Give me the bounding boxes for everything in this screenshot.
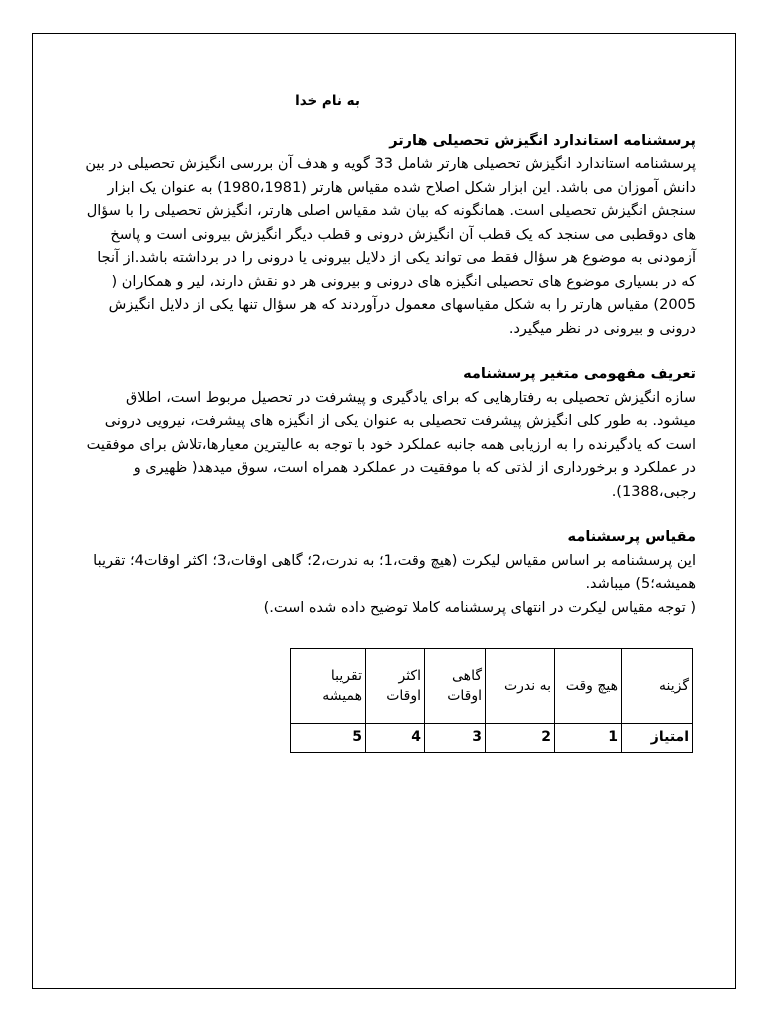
section-paragraph: سازه انگیزش تحصیلی به رفتارهایی که برای یادگیری و پیشرفت در تحصیل مربوط است، اطلاق میشود. به طور کلی انگیزش پیشرفت تحصیلی به عنوان یکی از انگیزه های پیشرفت، نیرویی درونی است که یادگیرنده را به ارزیابی همه جانبه عملکرد خود با توجه به عالیترین معیارها،تلاش برای موفقیت در عملکرد و برخورداری از لذتی که با موفقیت در عملکرد همراه است، سوق میدهد( ظهیری و رجبی،1388).	[86, 389, 696, 500]
likert-scale-table	[290, 648, 693, 753]
table-cell: 5	[291, 724, 366, 753]
section-scale	[79, 526, 696, 620]
table-header-cell: اکثر اوقات	[366, 649, 425, 724]
scale-note: ( توجه مقیاس لیکرت در انتهای پرسشنامه کاملا توضیح داده شده است.)	[263, 599, 696, 616]
table-header-row	[291, 649, 693, 724]
section-paragraph: پرسشنامه استاندارد انگیزش تحصیلی هارتر شامل 33 گویه و هدف آن بررسی انگیزش تحصیلی در بین دانش آموزان می باشد. این ابزار شکل اصلاح شده مقیاس هارتر (1980،1981) به عنوان یک ابزار سنجش انگیزش تحصیلی است. همانگونه که بیان شد مقیاس اصلی هارتر، انگیزش تحصیلی را با سؤال های دوقطبی می سنجد که یک قطب آن انگیزش درونی و قطب دیگر انگیزش بیرونی است و پاسخ آزمودنی به موضوع هر سؤال فقط می تواند یکی از دلایل بیرونی یا درونی را در برداشته باشد.از آنجا که در بسیاری موضوع های تحصیلی انگیزه های درونی و بیرونی هر دو نقش دارند، لیر و همکاران ( 2005) مقیاس هارتر را به شکل مقیاسهای معمول درآوردند که هر سؤال تنها یکی از دلایل انگیزش درونی و بیرونی در نظر میگیرد.	[85, 156, 696, 337]
table-cell: 4	[366, 724, 425, 753]
section-paragraph: این پرسشنامه بر اساس مقیاس لیکرت (هیچ وقت،1؛ به ندرت،2؛ گاهی اوقات،3؛ اکثر اوقات4؛ تقریبا همیشه؛5) میباشد.	[93, 552, 696, 592]
table-header-cell: گزینه	[622, 649, 693, 724]
table-cell: 3	[425, 724, 486, 753]
section-title: پرسشنامه استاندارد انگیزش تحصیلی هارتر	[389, 132, 696, 149]
section-conceptual-definition	[79, 363, 696, 504]
document-body	[79, 90, 696, 753]
table-header-cell: هیچ وقت	[555, 649, 622, 724]
table-cell: 1	[555, 724, 622, 753]
table-cell: امتیاز	[622, 724, 693, 753]
table-header-cell: تقریبا همیشه	[291, 649, 366, 724]
table-header-cell: گاهی اوقات	[425, 649, 486, 724]
section-title: تعریف مفهومی متغیر پرسشنامه	[463, 366, 696, 382]
section-title: مقیاس پرسشنامه	[567, 529, 696, 545]
table-cell: 2	[486, 724, 555, 753]
document-heading: به نام خدا	[295, 93, 360, 109]
table-header-cell: به ندرت	[486, 649, 555, 724]
section-standard-questionnaire	[79, 130, 696, 342]
table-row	[291, 724, 693, 753]
